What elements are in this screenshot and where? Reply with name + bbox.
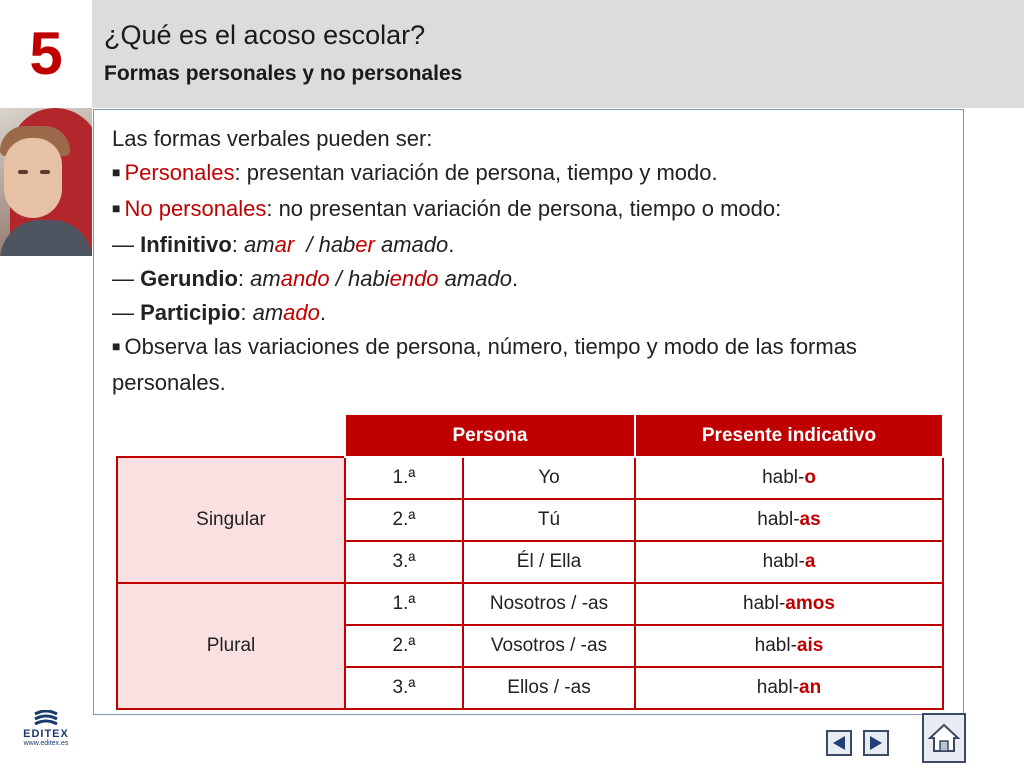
- personales-desc: : presentan variación de persona, tiempo y modo.: [234, 160, 718, 185]
- home-button[interactable]: [922, 713, 966, 763]
- row-pronoun: Tú: [463, 499, 635, 541]
- bullet-icon: ■: [112, 200, 121, 216]
- gerundio-mid: / habi: [329, 266, 390, 291]
- row-pronoun: Él / Ella: [463, 541, 635, 583]
- page-subtitle: Formas personales y no personales: [104, 62, 463, 85]
- header-persona: Persona: [345, 414, 635, 457]
- form-ending: as: [799, 509, 821, 530]
- row-pronoun: Yo: [463, 457, 635, 499]
- row-form: [635, 583, 943, 625]
- observa-line: [112, 330, 952, 400]
- form-stem: habl-: [754, 635, 797, 656]
- separator: :: [237, 266, 251, 291]
- chapter-number: 5: [29, 20, 63, 87]
- personales-term: Personales: [124, 160, 235, 185]
- participio-term: Participio: [140, 300, 241, 325]
- intro-line: Las formas verbales pueden ser:: [112, 126, 433, 151]
- dash: —: [112, 300, 141, 325]
- row-number: 1.ª: [345, 583, 463, 625]
- logo-url: www.editex.es: [23, 740, 69, 747]
- personales-line: [112, 156, 952, 192]
- content-panel: [93, 109, 964, 715]
- header-empty-cell: [117, 414, 345, 457]
- arrow-left-icon: [831, 735, 847, 751]
- bullet-icon: ■: [112, 164, 121, 180]
- infinitivo-root: am: [244, 232, 275, 257]
- nopersonales-term: No personales: [124, 196, 267, 221]
- dash: —: [112, 266, 141, 291]
- row-pronoun: Vosotros / -as: [463, 625, 635, 667]
- form-ending: o: [804, 467, 816, 488]
- previous-button[interactable]: [826, 730, 852, 756]
- form-stem: habl-: [762, 467, 805, 488]
- bullet-icon: ■: [112, 338, 121, 354]
- row-form: [635, 541, 943, 583]
- infinitivo-mid: / hab: [294, 232, 356, 257]
- form-ending: amos: [785, 593, 835, 614]
- form-ending: a: [804, 551, 816, 572]
- period: .: [511, 266, 519, 291]
- table-header-row: [117, 414, 943, 457]
- logo-name: EDITEX: [23, 728, 69, 740]
- nopersonales-desc: : no presentan variación de persona, tiempo o modo:: [266, 196, 782, 221]
- conjugation-table: [116, 413, 944, 710]
- row-form: [635, 625, 943, 667]
- form-ending: ais: [796, 635, 824, 656]
- boy-photo: [0, 108, 92, 256]
- form-stem: habl-: [757, 509, 800, 530]
- gerundio-line: [112, 262, 952, 296]
- infinitivo-term: Infinitivo: [140, 232, 232, 257]
- row-number: 2.ª: [345, 499, 463, 541]
- editex-logo: [14, 710, 78, 760]
- form-stem: habl-: [762, 551, 805, 572]
- infinitivo-ending-2: er: [355, 232, 375, 257]
- arrow-right-icon: [868, 735, 884, 751]
- table-row: [117, 583, 943, 625]
- infinitivo-line: [112, 228, 952, 262]
- row-number: 2.ª: [345, 625, 463, 667]
- row-form: [635, 457, 943, 499]
- observa-text: Observa las variaciones de persona, número, tiempo y modo de las formas personales.: [112, 334, 857, 395]
- row-number: 3.ª: [345, 667, 463, 709]
- separator: :: [240, 300, 253, 325]
- table-row: [117, 457, 943, 499]
- header-bar: [92, 0, 1024, 108]
- page-title: ¿Qué es el acoso escolar?: [104, 20, 426, 50]
- gerundio-ending: ando: [280, 266, 330, 291]
- group-plural: Plural: [117, 583, 345, 709]
- separator: :: [231, 232, 245, 257]
- gerundio-term: Gerundio: [140, 266, 238, 291]
- gerundio-ending-2: endo: [389, 266, 439, 291]
- home-icon: [928, 723, 960, 753]
- form-stem: habl-: [743, 593, 786, 614]
- row-number: 3.ª: [345, 541, 463, 583]
- row-pronoun: Nosotros / -as: [463, 583, 635, 625]
- row-form: [635, 499, 943, 541]
- participio-line: [112, 296, 952, 330]
- explanation-text: [112, 122, 952, 400]
- nopersonales-line: [112, 192, 952, 228]
- group-singular: Singular: [117, 457, 345, 583]
- gerundio-tail: amado: [438, 266, 512, 291]
- chapter-badge: [0, 0, 92, 108]
- row-form: [635, 667, 943, 709]
- editex-logo-icon: [31, 710, 61, 728]
- participio-ending: ado: [283, 300, 320, 325]
- row-pronoun: Ellos / -as: [463, 667, 635, 709]
- next-button[interactable]: [863, 730, 889, 756]
- gerundio-root: am: [250, 266, 281, 291]
- period: .: [319, 300, 327, 325]
- header-presente: Presente indicativo: [635, 414, 943, 457]
- infinitivo-tail: amado: [374, 232, 449, 257]
- dash: —: [112, 232, 141, 257]
- period: .: [448, 232, 455, 257]
- infinitivo-ending: ar: [274, 232, 295, 257]
- form-ending: an: [799, 677, 822, 698]
- form-stem: habl-: [756, 677, 800, 698]
- row-number: 1.ª: [345, 457, 463, 499]
- participio-root: am: [252, 300, 284, 325]
